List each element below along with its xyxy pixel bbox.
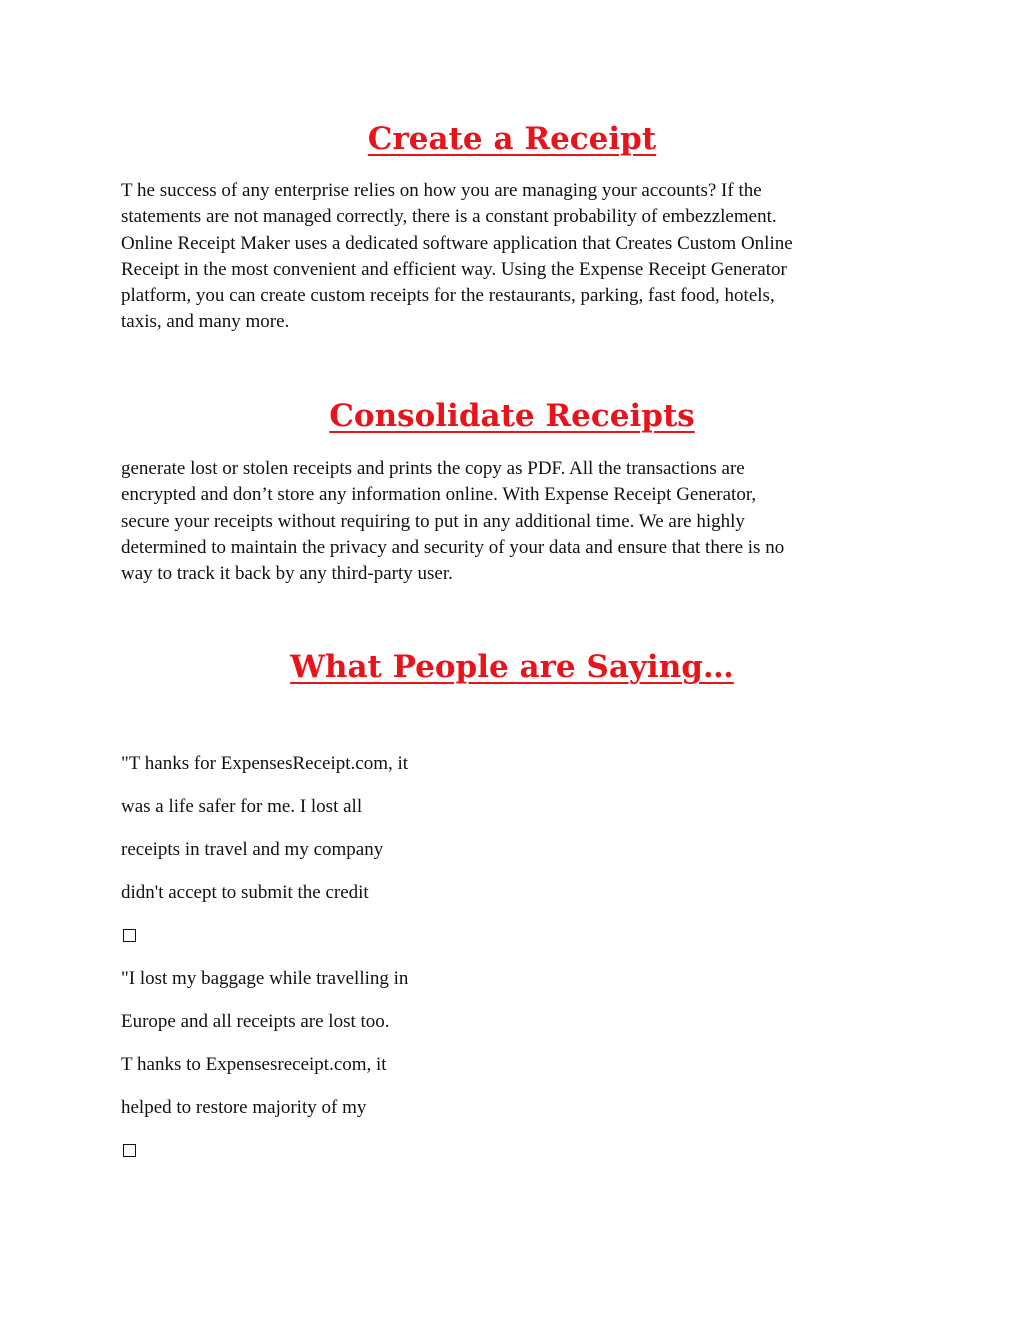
missing-glyph-box-icon (123, 929, 136, 942)
testimonial-line: receipts in travel and my company (121, 839, 384, 860)
testimonial-line: Europe and all receipts are lost too. (121, 1011, 390, 1032)
testimonial-line: helped to restore majority of my (121, 1097, 367, 1118)
paragraph-line: platform, you can create custom receipts for the restaurants, parking, fast food, hotels, (121, 285, 775, 307)
paragraph-create-a-receipt (121, 178, 911, 336)
paragraph-line: Receipt in the most convenient and efficient way. Using the Expense Receipt Generator (121, 258, 787, 280)
testimonial-line: was a life safer for me. I lost all (121, 796, 363, 817)
paragraph-line: Online Receipt Maker uses a dedicated software application that Creates Custom Online (121, 232, 793, 254)
testimonial-line: "T hanks for ExpensesReceipt.com, it (121, 753, 409, 774)
testimonial-line: "I lost my baggage while travelling in (121, 968, 409, 989)
testimonial-line: didn't accept to submit the credit (121, 882, 369, 903)
paragraph-line: statements are not managed correctly, there is a constant probability of embezzlement. (121, 206, 777, 228)
paragraph-line: T he success of any enterprise relies on how you are managing your accounts? If the (121, 180, 762, 201)
heading-what-people-are-saying: What People are Saying… (290, 649, 734, 685)
missing-glyph-box-icon (123, 1144, 136, 1157)
heading-create-a-receipt: Create a Receipt (367, 121, 657, 157)
heading-consolidate-receipts: Consolidate Receipts (329, 398, 695, 434)
testimonial-line: T hanks to Expensesreceipt.com, it (121, 1054, 387, 1075)
paragraph-line: way to track it back by any third-party user. (121, 563, 453, 585)
paragraph-line: determined to maintain the privacy and security of your data and ensure that there is no (121, 536, 785, 558)
paragraph-line: generate lost or stolen receipts and prints the copy as PDF. All the transactions are (121, 458, 745, 479)
paragraph-line: taxis, and many more. (121, 311, 290, 333)
paragraph-line: encrypted and don’t store any information online. With Expense Receipt Generator, (121, 484, 757, 506)
paragraph-line: secure your receipts without requiring to put in any additional time. We are highly (121, 510, 745, 532)
paragraph-consolidate-receipts (121, 456, 911, 587)
